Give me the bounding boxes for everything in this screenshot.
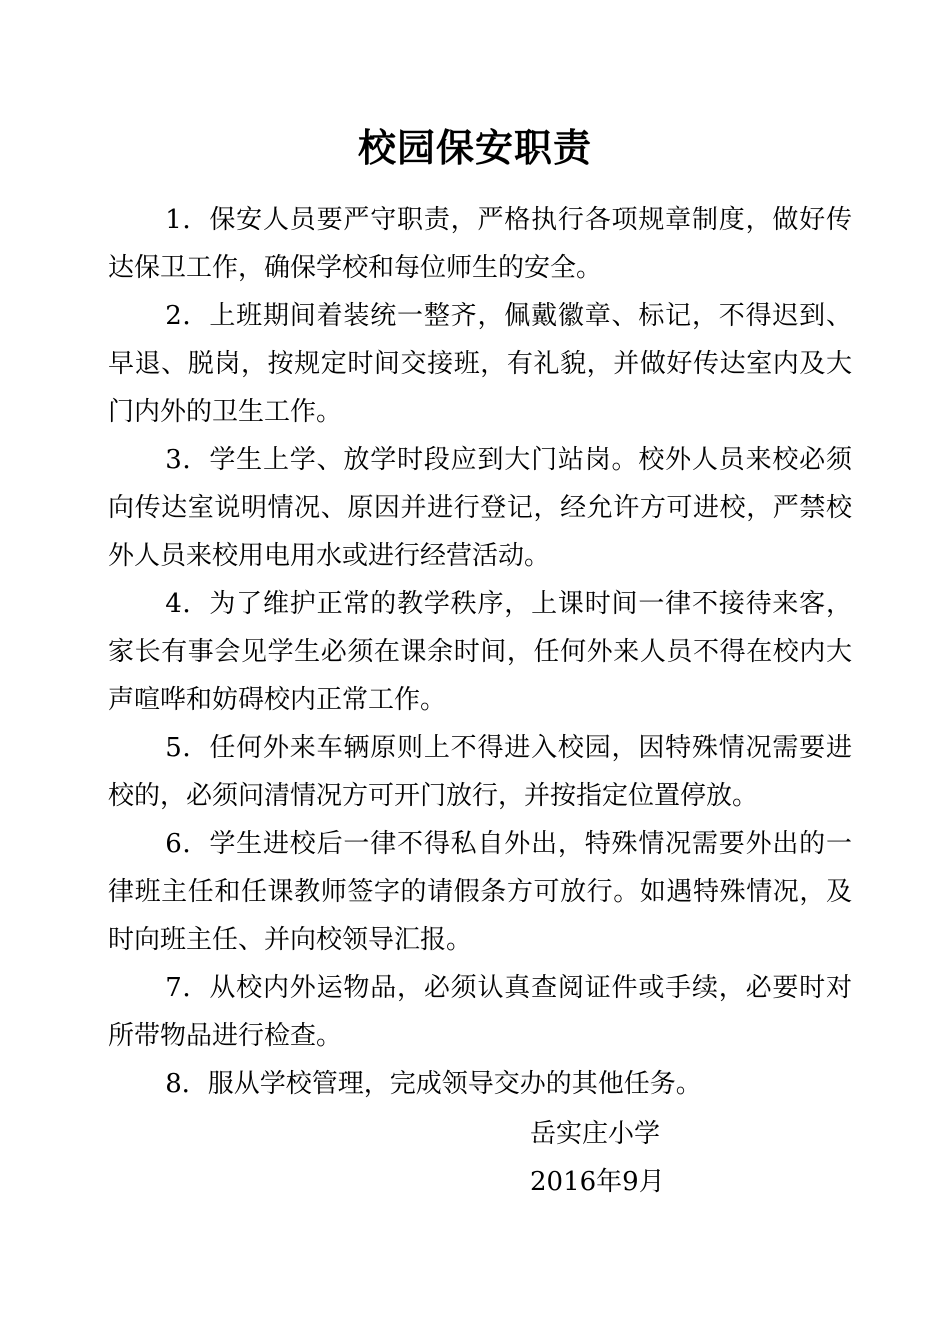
paragraph-8: 8．服从学校管理，完成领导交办的其他任务。	[165, 1069, 702, 1099]
paragraph-2: 2．上班期间着装统一整齐，佩戴徽章、标记，不得迟到、早退、脱岗，按规定时间交接班，有礼貌，并做好传达室内及大门内外的卫生工作。	[108, 301, 852, 427]
paragraph-7: 7．从校内外运物品，必须认真查阅证件或手续，必要时对所带物品进行检查。	[108, 973, 852, 1051]
signature-block	[530, 1110, 665, 1206]
document-body	[108, 196, 852, 1108]
paragraph-1: 1．保安人员要严守职责，严格执行各项规章制度，做好传达保卫工作，确保学校和每位师生的安全。	[108, 205, 852, 283]
paragraph-6: 6．学生进校后一律不得私自外出，特殊情况需要外出的一律班主任和任课教师签字的请假条方可放行。如遇特殊情况，及时向班主任、并向校领导汇报。	[108, 829, 852, 955]
signature-organization: 岳实庄小学	[530, 1119, 661, 1149]
paragraph-4: 4．为了维护正常的教学秩序，上课时间一律不接待来客，家长有事会见学生必须在课余时间，任何外来人员不得在校内大声喧哗和妨碍校内正常工作。	[108, 589, 852, 715]
paragraph-3: 3．学生上学、放学时段应到大门站岗。校外人员来校必须向传达室说明情况、原因并进行登记，经允许方可进校，严禁校外人员来校用电用水或进行经营活动。	[108, 445, 852, 571]
document-title: 校园保安职责	[357, 126, 592, 170]
signature-date: 2016年9月	[530, 1167, 665, 1197]
paragraph-5: 5．任何外来车辆原则上不得进入校园，因特殊情况需要进校的，必须问清情况方可开门放行，并按指定位置停放。	[108, 733, 852, 811]
